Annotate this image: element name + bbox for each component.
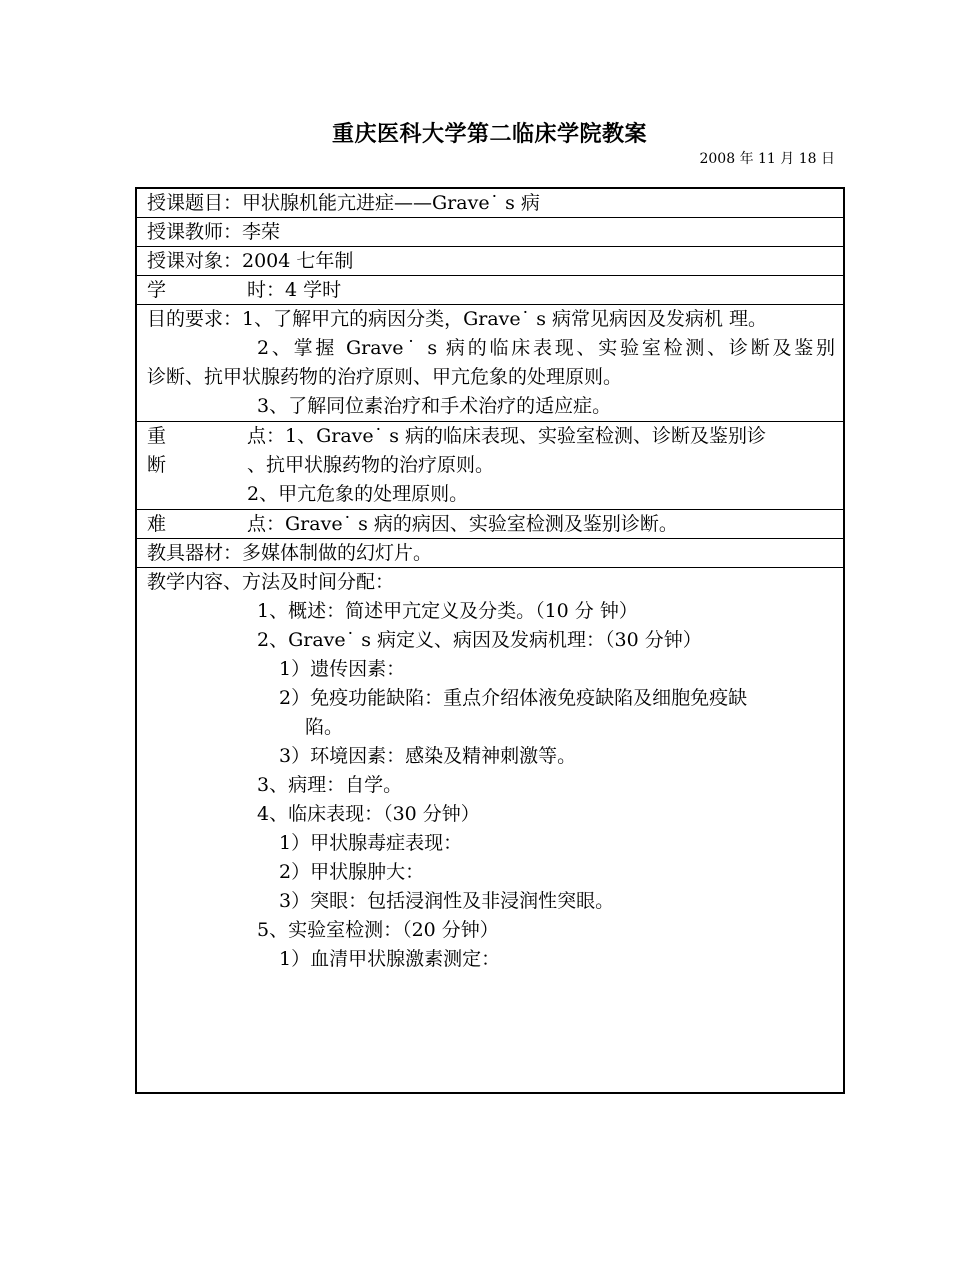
audience-text: 授课对象：2004 七年制 bbox=[147, 250, 354, 272]
content-heading: 教学内容、方法及时间分配： bbox=[147, 571, 395, 593]
lesson-plan-table bbox=[135, 187, 845, 1094]
content-item: 2、Grave˙ s 病定义、病因及发病机理：（30 分钟） bbox=[257, 629, 702, 651]
content-item: 4、临床表现：（30 分钟） bbox=[257, 803, 480, 825]
content-item: 1）甲状腺毒症表现： bbox=[279, 832, 463, 854]
difficulties-row bbox=[137, 510, 843, 539]
content-item: 陷。 bbox=[305, 716, 344, 738]
topic-row bbox=[137, 189, 843, 218]
difficulties-text: 点：Grave˙ s 病的病因、实验室检测及鉴别诊断。 bbox=[247, 513, 678, 535]
objectives-line-2: 2、掌握 Grave˙ s 病的临床表现、实验室检测、诊断及鉴别 bbox=[257, 337, 835, 359]
content-item: 1）血清甲状腺激素测定： bbox=[279, 948, 501, 970]
hours-label: 学 bbox=[147, 279, 167, 301]
content-item: 3、病理：自学。 bbox=[257, 774, 403, 796]
content-item: 3）环境因素：感染及精神刺激等。 bbox=[279, 745, 577, 767]
content-item: 2）免疫功能缺陷：重点介绍体液免疫缺陷及细胞免疫缺 bbox=[279, 687, 748, 709]
key-points-row bbox=[137, 422, 843, 510]
audience-row bbox=[137, 247, 843, 276]
hours-line bbox=[147, 276, 843, 305]
content-row bbox=[137, 568, 843, 974]
content-items bbox=[147, 597, 843, 974]
equipment-text: 教具器材：多媒体制做的幻灯片。 bbox=[147, 542, 433, 564]
topic-text: 授课题目：甲状腺机能亢进症——Grave˙ s 病 bbox=[147, 192, 540, 214]
difficulties-line bbox=[147, 510, 843, 539]
key-points-line-3: 2、甲亢危象的处理原则。 bbox=[247, 483, 469, 505]
objectives-line-3: 诊断、抗甲状腺药物的治疗原则、甲亢危象的处理原则。 bbox=[147, 366, 623, 388]
objectives-row bbox=[137, 305, 843, 422]
key-points-text-1: 点：1、Grave˙ s 病的临床表现、实验室检测、诊断及鉴别诊 bbox=[247, 425, 766, 447]
content-item: 1）遗传因素： bbox=[279, 658, 406, 680]
key-points-text-2: 、抗甲状腺药物的治疗原则。 bbox=[247, 454, 495, 476]
document-title: 重庆医科大学第二临床学院教案 bbox=[331, 121, 647, 147]
difficulties-label: 难 bbox=[147, 513, 167, 535]
hours-value: 时：4 学时 bbox=[247, 279, 342, 301]
content-item: 3）突眼：包括浸润性及非浸润性突眼。 bbox=[279, 890, 615, 912]
objectives-line-4: 3、了解同位素治疗和手术治疗的适应症。 bbox=[257, 395, 612, 417]
key-points-label: 重 bbox=[147, 425, 167, 447]
key-points-line-1 bbox=[147, 422, 843, 451]
document-date: 2008 年 11 月 18 日 bbox=[699, 151, 835, 167]
content-item: 2）甲状腺肿大： bbox=[279, 861, 425, 883]
objectives-line-1: 目的要求：1、了解甲亢的病因分类，Grave˙ s 病常见病因及发病机 理。 bbox=[147, 308, 768, 330]
content-item: 5、实验室检测：（20 分钟） bbox=[257, 919, 499, 941]
key-points-line2-label: 断 bbox=[147, 454, 167, 476]
key-points-line-2 bbox=[147, 451, 843, 480]
content-item: 1、概述：简述甲亢定义及分类。（10 分 钟） bbox=[257, 600, 638, 622]
equipment-row bbox=[137, 539, 843, 568]
teacher-row bbox=[137, 218, 843, 247]
hours-row bbox=[137, 276, 843, 305]
teacher-text: 授课教师：李荣 bbox=[147, 221, 281, 243]
